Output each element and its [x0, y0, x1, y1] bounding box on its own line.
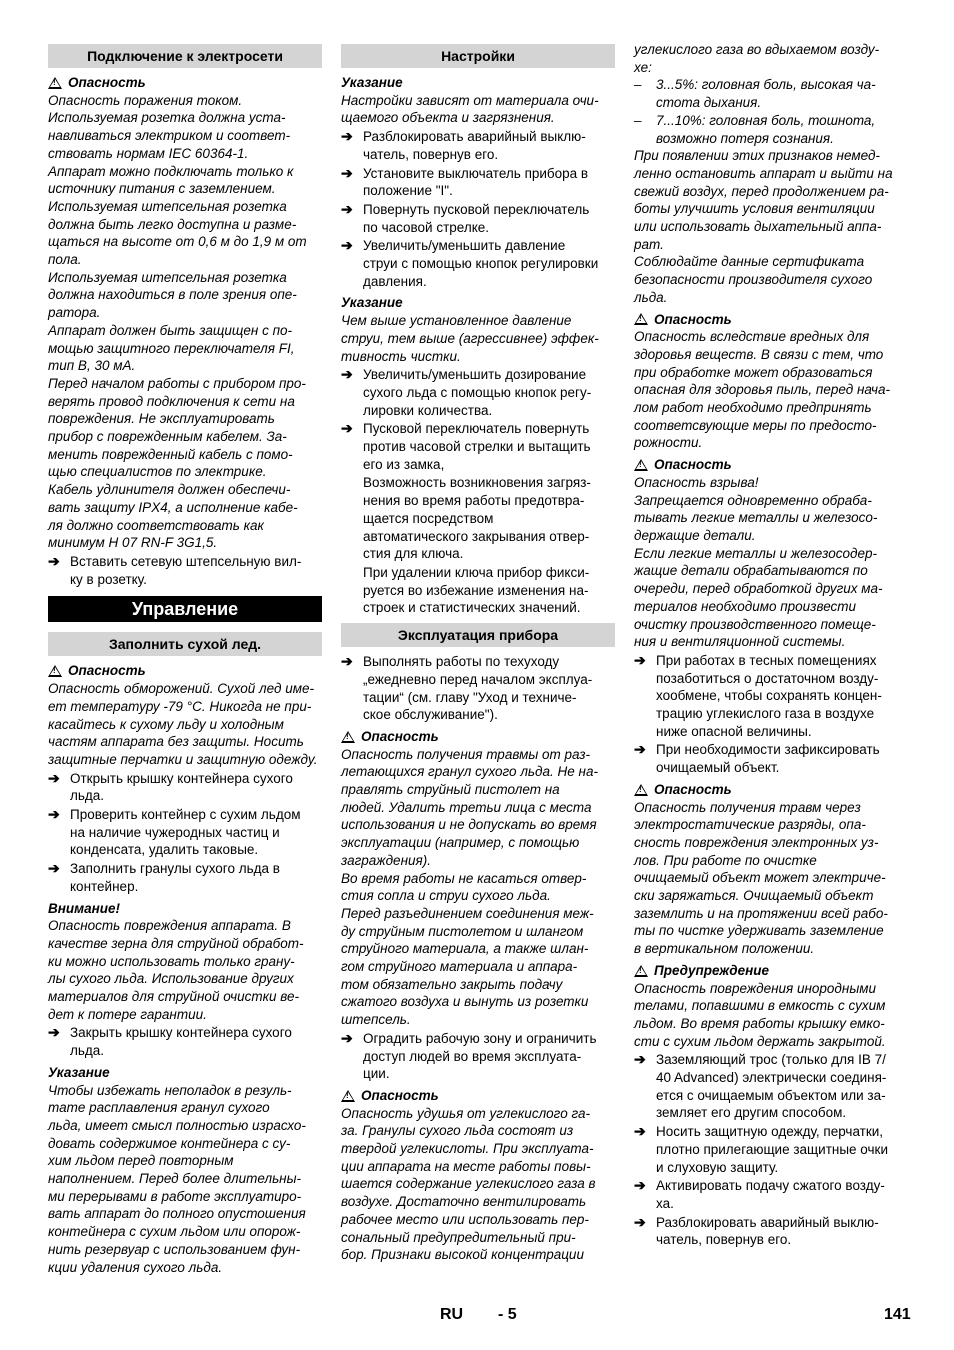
- section-heading-settings: Настройки: [341, 44, 615, 68]
- arrow-icon: ➔: [48, 769, 60, 786]
- arrow-icon: ➔: [48, 806, 60, 823]
- attention-label: Внимание!: [48, 900, 121, 916]
- dash-item: – 3...5%: головная боль, высокая ча- стота дыхания.: [634, 77, 876, 111]
- step-item: ➔ Заполнить гранулы сухого льда в контейнер.: [48, 860, 280, 894]
- step-item: ➔ Увеличить/уменьшить давление струи с помощью кнопок регулировки давления.: [341, 237, 599, 289]
- step-item: ➔ Пусковой переключатель повернуть против часовой стрелки и вытащить его из замка,: [341, 420, 591, 472]
- danger-label: ! Опасность: [634, 781, 908, 799]
- step-item: ➔ Закрыть крышку контейнера сухого льда.: [48, 1024, 292, 1059]
- arrow-icon: ➔: [341, 366, 353, 383]
- danger-text: Опасность поражения током. Используемая розетка должна уста- навливаться электриком и соответ- ствовать нормам IEC 60364-1. Аппарат можно подключать только к источнику питания с заземлением. Используемая штепсельная розетка должна быть легко доступна и разме- щаться на высоте от 0,6 м до 1,9 м от пола. Используемая штепсельная розетка должна находиться в поле зрения опе- ратора. Аппарат должен быть защищен с по- мощью защитного переключателя FI, тип B, 30 мА. Перед началом работы с прибором про- верять провод подключения к сети на повреждения. Не эксплуатировать прибор с поврежденным кабелем. За- менить поврежденный кабель с помо- щью специалистов по электрике. Кабель удлинителя должен обеспечи- вать защиту IPX4, а исполнение кабе- ля должно соответствовать как минимум H 07 RN-F 3G1,5.: [48, 92, 307, 551]
- chapter-heading-operation: Управление: [48, 596, 322, 622]
- arrow-icon: ➔: [634, 1213, 646, 1230]
- note-label: Указание: [341, 295, 403, 311]
- arrow-icon: ➔: [634, 741, 646, 758]
- step-item: ➔ При необходимости зафиксировать очищаемый объект.: [634, 741, 880, 776]
- arrow-icon: ➔: [341, 128, 353, 145]
- danger-text: Опасность обморожений. Сухой лед име- ет температуру -79 °C. Никогда не при- касайтесь к сухому льду и холодным частям аппарата без защиты. Носить защитные перчатки и защитную одежду.: [48, 681, 318, 767]
- section-heading-fill: Заполнить сухой лед.: [48, 632, 322, 656]
- note-text: Чтобы избежать неполадок в резуль- тате расплавления гранул сухого льда, имеет смысл полностью израсхо- довать содержимое контейнера с су- хим льдом перед повторным наполнением. Перед более длительны- ми перерывами в работе эксплуатиро- вать аппарат до полного опустошения контейнера с сухим льдом или опорож- нить резервуар с использованием фун- кции удаления сухого льда.: [48, 1082, 306, 1275]
- warning-triangle-icon: [634, 784, 648, 796]
- footer-language: RU: [440, 1306, 464, 1323]
- step-item: ➔ Активировать подачу сжатого возду- ха.: [634, 1177, 885, 1211]
- footer-page-number: 141: [884, 1306, 911, 1323]
- step-item: ➔ Разблокировать аварийный выклю- чатель, повернув его.: [634, 1213, 879, 1248]
- danger-text: Опасность взрыва! Запрещается одновременно обраба- тывать легкие металлы и железосо- держащие детали. Если легкие металлы и железосодер- жащие детали обрабатываются по очереди, перед обработкой других ма- териалов необходимо произвести очистку производственного помеще- ния и вентиляционной системы.: [634, 474, 883, 650]
- arrow-icon: ➔: [48, 1024, 60, 1041]
- danger-label: ! Опасность: [48, 662, 322, 680]
- column-right: [634, 41, 908, 1250]
- indented-text: При удалении ключа прибор фикси- руется во избежание изменения на- строек и статистических значений.: [363, 564, 590, 616]
- column-middle: [341, 44, 615, 1264]
- body-text: При появлении этих признаков немед- ленно остановить аппарат и выйти на свежий воздух, перед продолжением ра- боты улучшить условия вентиляции или использовать дыхательный аппа- рат. Соблюдайте данные сертификата безопасности производителя сухого льда.: [634, 148, 893, 305]
- step-item: ➔ Установите выключатель прибора в положение "I".: [341, 164, 589, 199]
- warning-triangle-icon: [341, 731, 355, 743]
- warning-triangle-icon: [634, 313, 648, 325]
- step-item: ➔ Открыть крышку контейнера сухого льда.: [48, 769, 293, 804]
- arrow-icon: ➔: [634, 1123, 646, 1140]
- danger-text: Опасность удушья от углекислого га- за. Гранулы сухого льда состоят из твердой углекислоты. При эксплуата- ции аппарата на месте работы повы- шается содержание углекислого газа в воздухе. Достаточно вентилировать рабочее место или использовать пер- сональный предупредительный при- бор. Признаки высокой концентрации: [341, 1105, 596, 1263]
- danger-text: Опасность получения травм через электростатические разряды, опа- сность повреждения электронных уз- лов. При работе по очистке очищаемый объект может электриче- ски заряжаться. Очищаемый объект заземлить и на протяжении всей рабо- ты по чистке удерживать заземление в вертикальном положении.: [634, 799, 888, 957]
- arrow-icon: ➔: [341, 1029, 353, 1046]
- page-footer: [0, 1306, 954, 1330]
- danger-label: ! Опасность: [634, 311, 908, 329]
- step-item: ➔ Увеличить/уменьшить дозирование сухого льда с помощью кнопок регу- лировки количества.: [341, 366, 592, 418]
- warning-triangle-icon: [634, 965, 648, 977]
- indented-text: Возможность возникновения загряз- нения во время работы предотвра- щается посредством автоматического закрывания отвер- стия для ключа.: [363, 475, 591, 562]
- danger-label: ! Опасность: [341, 728, 615, 746]
- attention-text: Опасность повреждения аппарата. В качестве зерна для струйной обработ- ки можно использовать только грану- лы сухого льда. Использование других материалов для струйной очистки ве- дет к потере гарантии.: [48, 918, 304, 1022]
- note-text: Настройки зависят от материала очи- щаемого объекта и загрязнения.: [341, 92, 599, 126]
- step-item: ➔ Разблокировать аварийный выклю- чатель, повернув его.: [341, 128, 586, 162]
- danger-label: ! Опасность: [341, 1087, 615, 1105]
- section-heading-use: Эксплуатация прибора: [341, 623, 615, 647]
- step-item: ➔ Заземляющий трос (только для IB 7/ 40 Advanced) электрически соединя- ется с очищаемым объектом или за- земляет его другим способом.: [634, 1051, 887, 1121]
- warning-triangle-icon: [634, 459, 648, 471]
- note-label: Указание: [48, 1064, 110, 1080]
- arrow-icon: ➔: [634, 651, 646, 668]
- step-item: ➔ Проверить контейнер с сухим льдом на наличие чужеродных частиц и конденсата, удалить таковые.: [48, 806, 301, 858]
- dash-item: – 7...10%: головная боль, тошнота, возможно потеря сознания.: [634, 112, 876, 146]
- warning-triangle-icon: [341, 1090, 355, 1102]
- note-label: Указание: [341, 75, 403, 90]
- warning-text: Опасность повреждения инородными телами, попавшими в емкость с сухим льдом. Во время работы крышку емко- сти с сухим льдом держать закрытой.: [634, 980, 886, 1049]
- warning-label: ! Предупреждение: [634, 962, 908, 980]
- step-item: ➔ Оградить рабочую зону и ограничить доступ людей во время эксплуата- ции.: [341, 1029, 597, 1082]
- step-item: ➔ Повернуть пусковой переключатель по часовой стрелке.: [341, 200, 590, 235]
- arrow-icon: ➔: [341, 200, 353, 217]
- danger-label: ! Опасность: [48, 74, 322, 92]
- danger-label: ! Опасность: [634, 456, 908, 474]
- arrow-icon: ➔: [634, 1051, 646, 1068]
- continued-text: углекислого газа во вдыхаемом возду- хе:: [634, 42, 880, 75]
- danger-text: Опасность получения травмы от раз- летающихся гранул сухого льда. Не на- правлять струйный пистолет на людей. Удалить третьи лица с места использования и не допускать во время эксплуатации (например, с помощью заграждения). Во время работы не касаться отвер- стия сопла и струи сухого льда. Перед разъединением соединения меж- ду струйным пистолетом и шлангом струйного материала, а также шлан- гом струйного материала и аппара- том обязательно закрыть подачу сжатого воздуха и вынуть из розетки штепсель.: [341, 746, 598, 1028]
- arrow-icon: ➔: [341, 237, 353, 254]
- footer-section-page: - 5: [498, 1306, 517, 1323]
- arrow-icon: ➔: [48, 552, 60, 569]
- arrow-icon: ➔: [634, 1177, 646, 1194]
- warning-triangle-icon: [48, 77, 62, 89]
- step-item: ➔ При работах в тесных помещениях позаботиться о достаточном возду- хообмене, чтобы сохранять концен- трацию углекислого газа в воздухе ниже опасной величины.: [634, 651, 882, 739]
- arrow-icon: ➔: [48, 860, 60, 877]
- danger-text: Опасность вследствие вредных для здоровья веществ. В связи с тем, что при обработке может образоваться опасная для здоровья пыль, перед нача- лом работ необходимо предпринять соответсвующие меры по предосто- рожности.: [634, 329, 890, 451]
- arrow-icon: ➔: [341, 420, 353, 437]
- column-left: [48, 44, 322, 1276]
- arrow-icon: ➔: [341, 653, 353, 670]
- note-text: Чем выше установленное давление струи, тем выше (агрессивнее) эффек- тивность чистки.: [341, 313, 599, 364]
- section-heading-power: Подключение к электросети: [48, 44, 322, 68]
- step-item: ➔ Вставить сетевую штепсельную вил- ку в розетку.: [48, 552, 302, 587]
- step-item: ➔ Выполнять работы по техуходу „ежедневно перед началом эксплуа- тации“ (см. главу "Уход и техниче- ское обслуживание").: [341, 653, 593, 723]
- warning-triangle-icon: [48, 665, 62, 677]
- step-item: ➔ Носить защитную одежду, перчатки, плотно прилегающие защитные очки и слуховую защиту.: [634, 1123, 888, 1175]
- arrow-icon: ➔: [341, 164, 353, 181]
